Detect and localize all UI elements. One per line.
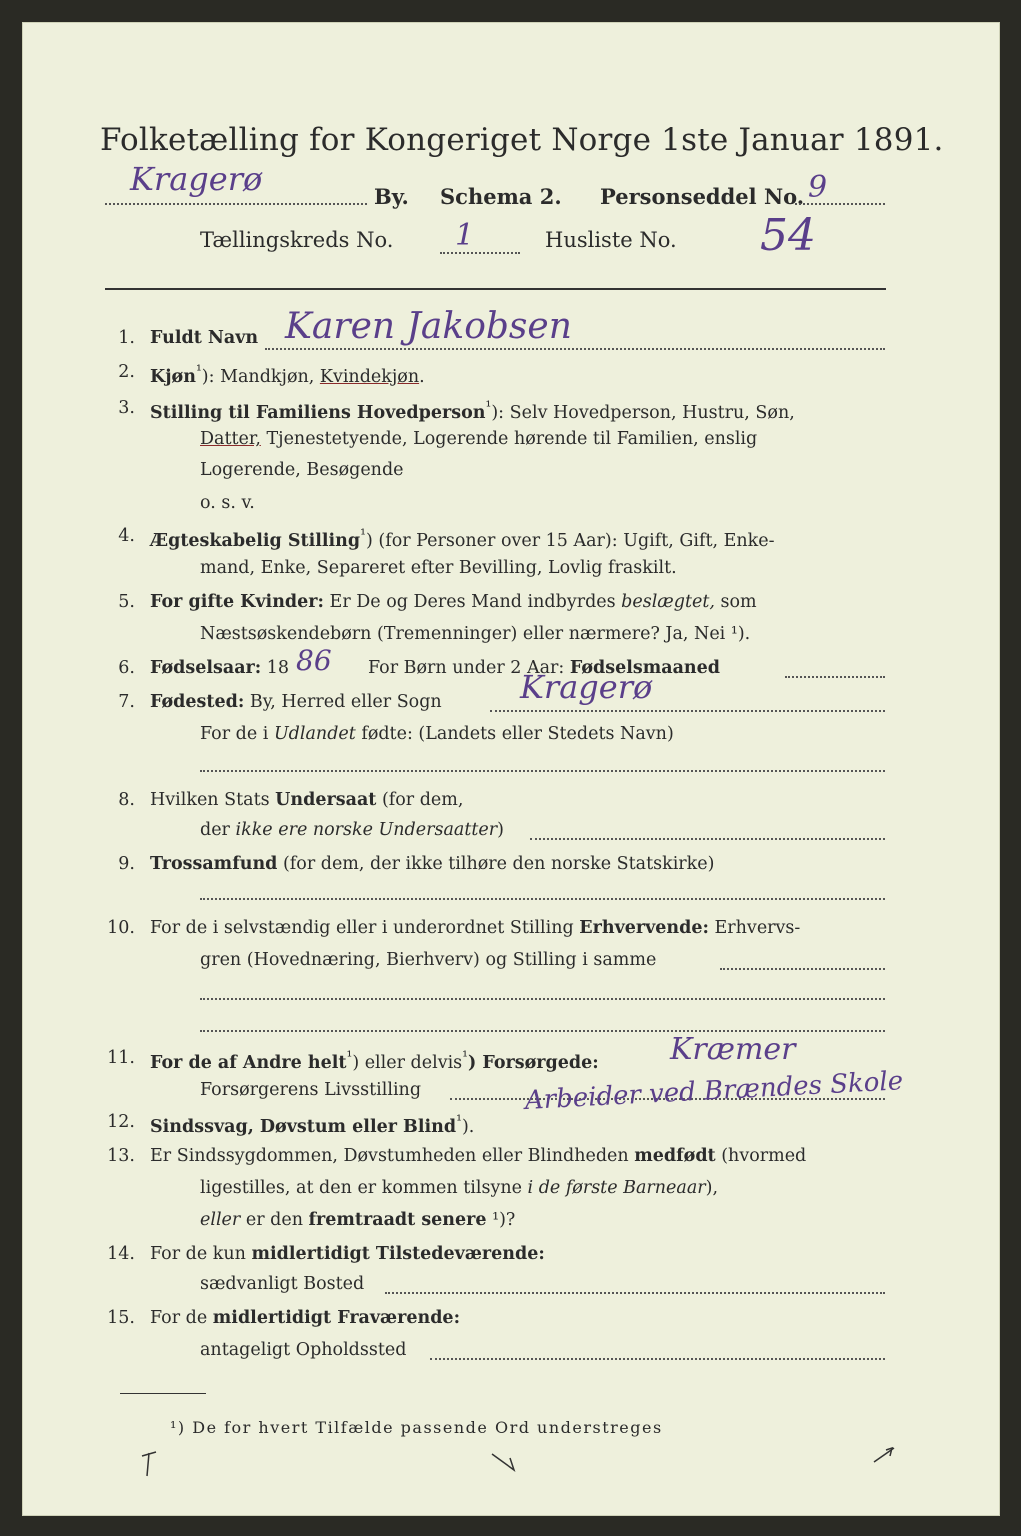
q4-label: Ægteskabelig Stilling — [150, 530, 361, 551]
q4-line-2: mand, Enke, Separeret efter Bevilling, Lovlig fraskilt. — [200, 558, 677, 578]
q8-text-2b: ikke ere norske Undersaatter — [235, 820, 498, 840]
q14-line-1 — [150, 1244, 545, 1264]
q11-answer-1: Kræmer — [670, 1032, 796, 1067]
q15-number: 15. — [107, 1308, 135, 1328]
q12-sup: ¹ — [456, 1112, 462, 1129]
q4-sup: ¹ — [360, 526, 366, 543]
q8-text-2a: der — [200, 820, 236, 840]
q9-line — [150, 854, 714, 874]
q13-text-2a: ligestilles, at den er kommen tilsyne — [200, 1178, 528, 1198]
corner-mark-left — [140, 1450, 160, 1480]
corner-mark-right — [870, 1440, 900, 1470]
q3-number: 3. — [118, 398, 135, 418]
footnote-divider — [120, 1393, 206, 1394]
q9-dotted-line — [200, 898, 885, 900]
personseddel-dotted-line — [795, 203, 885, 205]
header-divider — [105, 288, 886, 290]
q7-text-2c: fødte: (Landets eller Stedets Navn) — [355, 724, 674, 744]
q11-line-2: Forsørgerens Livsstilling — [200, 1080, 422, 1100]
q15-label: midlertidigt Fraværende: — [212, 1308, 461, 1328]
q11-sup-1: ¹ — [346, 1048, 353, 1065]
q4-text-1: ) (for Personer over 15 Aar): Ugift, Gift, Enke- — [366, 530, 775, 551]
personseddel-number: 9 — [808, 170, 828, 205]
q8-number: 8. — [118, 790, 135, 810]
q6-prefix: 18 — [261, 658, 290, 678]
q15-dotted-line — [430, 1358, 885, 1360]
q5-text-1b: beslægtet, — [621, 592, 715, 612]
q13-line-3 — [200, 1210, 515, 1230]
q3-line-3: Logerende, Besøgende — [200, 460, 404, 480]
q8-text-2: (for dem, — [376, 790, 464, 810]
q10-dotted-line — [720, 968, 885, 970]
q10-text-2: Erhvervs- — [708, 918, 801, 938]
husliste-label: Husliste No. — [545, 228, 677, 252]
q8-line-2 — [200, 820, 504, 840]
q3-text-1: ): Selv Hovedperson, Hustru, Søn, — [491, 402, 795, 423]
q6-dotted-line — [785, 676, 885, 678]
q2-text-c: . — [419, 366, 425, 387]
q7-label: Fødested: — [150, 692, 245, 712]
q13-text-3d: ¹)? — [486, 1210, 516, 1230]
q13-text-3c: fremtraadt senere — [308, 1210, 487, 1230]
q7-line-1 — [150, 692, 442, 712]
q14-line-2: sædvanligt Bosted — [200, 1274, 365, 1294]
q15-text: For de — [150, 1308, 213, 1328]
husliste-number: 54 — [760, 210, 816, 261]
q4-line-1 — [150, 526, 775, 551]
q14-dotted-line — [385, 1292, 885, 1294]
form-title: Folketælling for Kongeriget Norge 1ste Januar 1891. — [100, 122, 944, 158]
q10-number: 10. — [107, 918, 135, 938]
q6-number: 6. — [118, 658, 135, 678]
personseddel-label: Personseddel No. — [600, 184, 805, 209]
q13-text-3b: er den — [240, 1210, 309, 1230]
by-label: By. — [374, 184, 409, 209]
q1-answer-name: Karen Jakobsen — [285, 306, 572, 347]
q7-text-2a: For de i — [200, 724, 274, 744]
q2-sup: ¹ — [195, 362, 202, 379]
q2-number: 2. — [118, 362, 135, 382]
q10-text-1: For de i selvstændig eller i underordnet Stilling — [150, 918, 580, 938]
q2-text-a: ): Mandkjøn, — [201, 366, 320, 387]
q11-sup-2: ¹ — [462, 1048, 469, 1065]
q10-label: Erhvervende: — [579, 918, 709, 938]
q9-number: 9. — [118, 854, 135, 874]
q6-label-2: Fødselsmaaned — [569, 658, 721, 678]
q9-label: Trossamfund — [150, 854, 278, 874]
q5-label: For gifte Kvinder: — [150, 592, 324, 612]
by-handwritten: Kragerø — [130, 160, 263, 198]
q14-text: For de kun — [150, 1244, 252, 1264]
q5-text-1a: Er De og Deres Mand indbyrdes — [323, 592, 622, 612]
q9-text: (for dem, der ikke tilhøre den norske Statskirke) — [277, 854, 715, 874]
q1-dotted-line — [265, 348, 885, 350]
q14-number: 14. — [107, 1244, 135, 1264]
q13-text-1: Er Sindssygdommen, Døvstumheden eller Blindheden — [150, 1146, 635, 1166]
q7-dotted-line-2 — [200, 770, 885, 772]
q11-number: 11. — [107, 1048, 135, 1068]
q12-text: ). — [461, 1116, 475, 1137]
q7-text-2b: Udlandet — [273, 724, 356, 744]
q5-line-1 — [150, 592, 757, 612]
q7-number: 7. — [118, 692, 135, 712]
q5-number: 5. — [118, 592, 135, 612]
q15-line-1 — [150, 1308, 460, 1328]
q7-line-2 — [200, 724, 674, 744]
q13-text-2c: ), — [705, 1178, 719, 1198]
q12-number: 12. — [107, 1112, 135, 1132]
taellingskreds-dotted-line — [440, 252, 520, 254]
q2-kvindekjon-underlined: Kvindekjøn — [319, 366, 420, 387]
q11-label-1: For de af Andre helt — [150, 1052, 347, 1073]
q3-datter-underlined: Datter, — [200, 429, 261, 449]
schema-label: Schema 2. — [440, 184, 562, 209]
q5-line-2: Næstsøskendebørn (Tremenninger) eller nærmere? Ja, Nei ¹). — [200, 624, 751, 644]
q3-label: Stilling til Familiens Hovedperson — [150, 402, 486, 423]
q11-label-2: ) Forsørgede: — [468, 1052, 599, 1073]
q6-line — [150, 658, 289, 678]
q15-line-2: antageligt Opholdssted — [200, 1340, 407, 1360]
q14-label: midlertidigt Tilstedeværende: — [251, 1244, 545, 1264]
q7-text: By, Herred eller Sogn — [244, 692, 442, 712]
q3-text-2: Tjenestetyende, Logerende hørende til Familien, enslig — [260, 429, 758, 449]
q11-text-1: ) eller delvis — [352, 1052, 463, 1073]
q7-answer-place: Kragerø — [520, 668, 653, 706]
q8-line-1 — [150, 790, 463, 810]
q10-dotted-line-2 — [200, 998, 885, 1000]
q4-number: 4. — [118, 526, 135, 546]
q13-line-1 — [150, 1146, 806, 1166]
q7-dotted-line — [490, 710, 885, 712]
q3-line-4: o. s. v. — [200, 493, 255, 513]
q6-label: Fødselsaar: — [150, 658, 262, 678]
q2-label: Kjøn — [150, 366, 196, 387]
q3-line-2 — [200, 429, 757, 449]
q8-text-2c: ) — [497, 820, 504, 840]
q11-line-1 — [150, 1048, 599, 1073]
q8-dotted-line — [530, 838, 885, 840]
q6-answer-year: 86 — [296, 644, 332, 677]
q11-answer-2: Arbeider ved Brændes Skole — [524, 1066, 904, 1116]
taellingskreds-number: 1 — [455, 218, 475, 253]
q8-label: Undersaat — [275, 790, 377, 810]
q12-label: Sindssvag, Døvstum eller Blind — [150, 1116, 457, 1137]
q13-text-3a: eller — [200, 1210, 241, 1230]
q8-text-1: Hvilken Stats — [150, 790, 276, 810]
q2-line — [150, 362, 425, 387]
q13-text-2: (hvormed — [715, 1146, 807, 1166]
corner-mark-middle — [490, 1450, 520, 1480]
q6-text: For Børn under 2 Aar: — [368, 658, 570, 678]
q5-text-1c: som — [714, 592, 757, 612]
q13-text-2b: i de første Barneaar — [527, 1178, 706, 1198]
q1-number: 1. — [118, 328, 135, 348]
footnote: ¹) De for hvert Tilfælde passende Ord understreges — [170, 1418, 663, 1437]
q12-line — [150, 1112, 474, 1137]
q10-line-1 — [150, 918, 800, 938]
q10-line-2: gren (Hovednæring, Bierhverv) og Stilling i samme — [200, 950, 657, 970]
q3-line-1 — [150, 398, 795, 423]
q13-line-2 — [200, 1178, 718, 1198]
q13-number: 13. — [107, 1146, 135, 1166]
taellingskreds-label: Tællingskreds No. — [200, 228, 394, 252]
q1-label: Fuldt Navn — [150, 328, 259, 348]
q3-sup: ¹ — [485, 398, 492, 415]
by-dotted-line — [105, 203, 367, 205]
q13-label: medfødt — [634, 1146, 716, 1166]
